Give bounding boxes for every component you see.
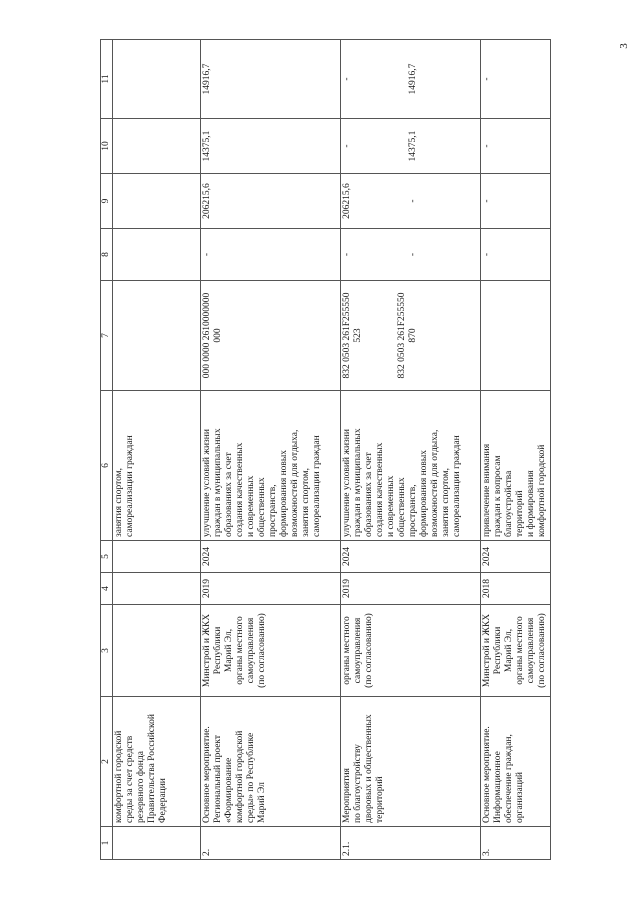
- row-number-cell: 3.: [481, 827, 551, 860]
- start-year-cell: 2019: [341, 573, 481, 605]
- row-number-cell: 2.: [201, 827, 341, 860]
- end-year-cell: [113, 541, 201, 573]
- col-header-9: 9: [101, 174, 113, 229]
- col-header-3: 3: [101, 605, 113, 697]
- page-number: 3: [617, 43, 630, 49]
- budget-code-cell: 832 0503 261F255550 523 832 0503 261F255550 870: [341, 281, 481, 391]
- activity-name-cell: комфортной городской среды за счет средств резервного фонда Правительства Российской Федерации: [113, 697, 201, 827]
- value-col-8-cell: -: [201, 229, 341, 281]
- start-year-cell: 2018: [481, 573, 551, 605]
- value-col-11-cell: -: [481, 40, 551, 119]
- value-col-11-cell: - 14916,7: [341, 40, 481, 119]
- start-year-cell: [113, 573, 201, 605]
- expected-result-cell: улучшение условий жизни граждан в муниципальных образованиях за счет создания качественных и современных общественных пространств, формирования новых возможностей для отдыха, занятия спортом, самореализации граждан: [341, 391, 481, 541]
- end-year-cell: 2024: [481, 541, 551, 573]
- value-col-9-cell: 206215,6 -: [341, 174, 481, 229]
- value-col-10-cell: 14375,1: [201, 119, 341, 174]
- col-header-10: 10: [101, 119, 113, 174]
- end-year-cell: 2024: [341, 541, 481, 573]
- executor-cell: [113, 605, 201, 697]
- value-col-8-cell: - -: [341, 229, 481, 281]
- value-col-10-cell: - 14375,1: [341, 119, 481, 174]
- expected-result-cell: занятия спортом, самореализации граждан: [113, 391, 201, 541]
- column-number-row: [101, 40, 113, 860]
- expected-result-cell: привлечение внимания граждан к вопросам благоустройства территорий и формирования комфортной городской: [481, 391, 551, 541]
- col-header-2: 2: [101, 697, 113, 827]
- col-header-5: 5: [101, 541, 113, 573]
- value-col-8-cell: [113, 229, 201, 281]
- activity-name-cell: Мероприятия по благоустройству дворовых и общественных территорий: [341, 697, 481, 827]
- col-header-4: 4: [101, 573, 113, 605]
- budget-code-cell: [481, 281, 551, 391]
- expected-result-cell: улучшение условий жизни граждан в муниципальных образованиях за счет создания качественных и современных общественных пространств, формирования новых возможностей для отдыха, занятия спортом, самореализации граждан: [201, 391, 341, 541]
- program-activities-table: [100, 39, 551, 860]
- col-header-1: 1: [101, 827, 113, 860]
- activity-name-cell: Основное мероприятие. Региональный проект «Формирование комфортной городской среды» по Республике Марий Эл: [201, 697, 341, 827]
- table-row: [113, 40, 201, 860]
- value-col-9-cell: [113, 174, 201, 229]
- col-header-8: 8: [101, 229, 113, 281]
- col-header-11: 11: [101, 40, 113, 119]
- value-col-10-cell: -: [481, 119, 551, 174]
- activity-name-cell: Основное мероприятие. Информационное обеспечение граждан, организаций: [481, 697, 551, 827]
- row-number-cell: 2.1.: [341, 827, 481, 860]
- end-year-cell: 2024: [201, 541, 341, 573]
- table-row: [201, 40, 341, 860]
- value-col-10-cell: [113, 119, 201, 174]
- col-header-7: 7: [101, 281, 113, 391]
- value-col-11-cell: 14916,7: [201, 40, 341, 119]
- col-header-6: 6: [101, 391, 113, 541]
- executor-cell: Минстрой и ЖКХ Республики Марий Эл, органы местного самоуправления (по согласованию): [201, 605, 341, 697]
- value-col-9-cell: 206215,6: [201, 174, 341, 229]
- table-row: [341, 40, 481, 860]
- executor-cell: органы местного самоуправления (по согласованию): [341, 605, 481, 697]
- value-col-11-cell: [113, 40, 201, 119]
- executor-cell: Минстрой и ЖКХ Республики Марий Эл, органы местного самоуправления (по согласованию): [481, 605, 551, 697]
- start-year-cell: 2019: [201, 573, 341, 605]
- row-number-cell: [113, 827, 201, 860]
- rotated-document-sheet: [100, 40, 547, 860]
- budget-code-cell: [113, 281, 201, 391]
- value-col-8-cell: -: [481, 229, 551, 281]
- value-col-9-cell: -: [481, 174, 551, 229]
- budget-code-cell: 000 0000 2610000000 000: [201, 281, 341, 391]
- table-row: [481, 40, 551, 860]
